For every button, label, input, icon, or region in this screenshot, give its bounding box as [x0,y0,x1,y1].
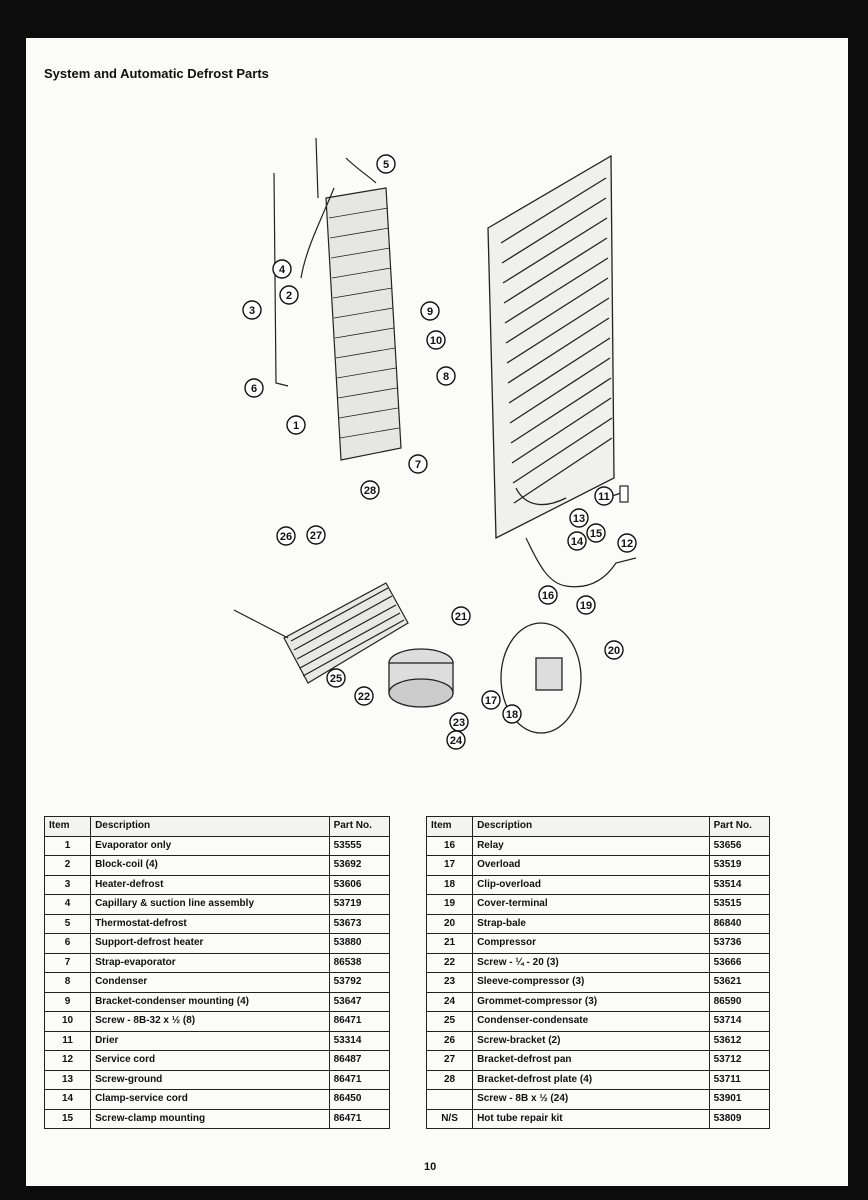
scan-border-left [0,0,26,1200]
item-cell: 28 [427,1070,473,1090]
table-row [427,1031,770,1051]
callout-26-label: 26 [279,531,293,543]
callout-22-label: 22 [357,691,371,703]
item-cell: N/S [427,1109,473,1129]
callout-10-label: 10 [429,335,443,347]
table-row [45,895,390,915]
callout-19-label: 19 [579,600,593,612]
callout-5-label: 5 [382,159,390,171]
header-part-no: Part No. [329,817,389,837]
part-no-cell: 53519 [709,856,769,876]
header-description: Description [473,817,710,837]
part-no-cell: 86487 [329,1051,389,1071]
description-cell: Compressor [473,934,710,954]
item-cell: 2 [45,856,91,876]
page-title: System and Automatic Defrost Parts [44,66,269,81]
callout-20-label: 20 [607,645,621,657]
description-cell: Capillary & suction line assembly [91,895,330,915]
table-row [45,1090,390,1110]
item-cell: 3 [45,875,91,895]
parts-table-right [426,816,770,1129]
item-cell: 17 [427,856,473,876]
part-no-cell: 53792 [329,973,389,993]
table-row [45,1031,390,1051]
exploded-parts-diagram [26,38,848,778]
item-cell: 6 [45,934,91,954]
table-row [427,953,770,973]
description-cell: Screw-ground [91,1070,330,1090]
description-cell: Bracket-condenser mounting (4) [91,992,330,1012]
condenser-coil [488,156,614,538]
part-no-cell: 86450 [329,1090,389,1110]
callout-15-label: 15 [589,528,603,540]
description-cell: Screw-bracket (2) [473,1031,710,1051]
part-no-cell: 53714 [709,1012,769,1032]
part-no-cell: 53711 [709,1070,769,1090]
description-cell: Sleeve-compressor (3) [473,973,710,993]
table-row [45,875,390,895]
header-description: Description [91,817,330,837]
description-cell: Screw-clamp mounting [91,1109,330,1129]
part-no-cell: 53666 [709,953,769,973]
table-row [427,1012,770,1032]
part-no-cell: 86590 [709,992,769,1012]
item-cell: 22 [427,953,473,973]
table-row [427,934,770,954]
parts-table-left-body [45,836,390,1129]
description-cell: Support-defrost heater [91,934,330,954]
table-row [45,934,390,954]
item-cell: 13 [45,1070,91,1090]
part-no-cell: 53612 [709,1031,769,1051]
item-cell: 27 [427,1051,473,1071]
part-no-cell: 53555 [329,836,389,856]
item-cell: 24 [427,992,473,1012]
callout-28-label: 28 [363,485,377,497]
part-no-cell: 53736 [709,934,769,954]
table-row [427,1109,770,1129]
table-row [45,1070,390,1090]
description-cell: Bracket-defrost plate (4) [473,1070,710,1090]
item-cell: 14 [45,1090,91,1110]
parts-table-left [44,816,390,1129]
callout-13-label: 13 [572,513,586,525]
part-no-cell: 53901 [709,1090,769,1110]
callout-11-label: 11 [598,491,610,503]
description-cell: Hot tube repair kit [473,1109,710,1129]
table-row [427,836,770,856]
part-no-cell: 53606 [329,875,389,895]
callout-24-label: 24 [449,735,463,747]
table-row [427,895,770,915]
table-row [45,1051,390,1071]
callout-9-label: 9 [426,306,434,318]
part-no-cell: 86840 [709,914,769,934]
part-no-cell: 53880 [329,934,389,954]
item-cell: 18 [427,875,473,895]
table-row [427,875,770,895]
item-cell: 7 [45,953,91,973]
description-cell: Relay [473,836,710,856]
callout-16-label: 16 [541,590,555,602]
document-page [26,38,848,1186]
scan-border-bottom [0,1186,868,1200]
description-cell: Condenser-condensate [473,1012,710,1032]
description-cell: Overload [473,856,710,876]
compressor [389,649,453,707]
callout-7-label: 7 [414,459,422,471]
part-no-cell: 86471 [329,1070,389,1090]
description-cell: Strap-bale [473,914,710,934]
callout-27-label: 27 [309,530,323,542]
scan-border-right [848,0,868,1200]
callout-23-label: 23 [452,717,466,729]
description-cell: Evaporator only [91,836,330,856]
part-no-cell: 53656 [709,836,769,856]
callout-21-label: 21 [454,611,468,623]
table-row [427,1051,770,1071]
table-row [45,992,390,1012]
callout-6-label: 6 [250,383,258,395]
callout-2-label: 2 [285,290,293,302]
description-cell: Screw - ¼ - 20 (3) [473,953,710,973]
callout-17-label: 17 [484,695,498,707]
item-cell: 19 [427,895,473,915]
header-item: Item [427,817,473,837]
callout-25-label: 25 [329,673,343,685]
part-no-cell: 86471 [329,1109,389,1129]
table-row [45,836,390,856]
item-cell: 21 [427,934,473,954]
part-no-cell: 86471 [329,1012,389,1032]
part-no-cell: 53712 [709,1051,769,1071]
item-cell: 12 [45,1051,91,1071]
description-cell: Bracket-defrost pan [473,1051,710,1071]
part-no-cell: 53692 [329,856,389,876]
description-cell: Screw - 8B-32 x ½ (8) [91,1012,330,1032]
part-no-cell: 53673 [329,914,389,934]
table-row [427,1070,770,1090]
table-row [45,856,390,876]
item-cell: 20 [427,914,473,934]
part-no-cell: 53515 [709,895,769,915]
table-row [427,856,770,876]
item-cell: 5 [45,914,91,934]
description-cell: Cover-terminal [473,895,710,915]
callout-3-label: 3 [248,305,256,317]
header-item: Item [45,817,91,837]
item-cell: 9 [45,992,91,1012]
item-cell: 4 [45,895,91,915]
description-cell: Screw - 8B x ½ (24) [473,1090,710,1110]
description-cell: Strap-evaporator [91,953,330,973]
table-row [45,973,390,993]
item-cell: 11 [45,1031,91,1051]
item-cell: 15 [45,1109,91,1129]
table-row [427,1090,770,1110]
callout-18-label: 18 [505,709,519,721]
item-cell: 1 [45,836,91,856]
part-no-cell: 53647 [329,992,389,1012]
table-row [427,992,770,1012]
table-row [427,914,770,934]
scan-border-top [0,0,868,38]
table-header-row [45,817,390,837]
part-no-cell: 86538 [329,953,389,973]
description-cell: Drier [91,1031,330,1051]
callout-4-label: 4 [278,264,286,276]
callout-12-label: 12 [620,538,634,550]
page-number: 10 [424,1161,437,1173]
parts-table-right-body [427,836,770,1129]
table-row [45,953,390,973]
part-no-cell: 53809 [709,1109,769,1129]
item-cell: 25 [427,1012,473,1032]
description-cell: Heater-defrost [91,875,330,895]
item-cell: 10 [45,1012,91,1032]
defrost-plate [234,583,408,683]
table-row [45,1109,390,1129]
item-cell: 23 [427,973,473,993]
description-cell: Grommet-compressor (3) [473,992,710,1012]
part-no-cell: 53621 [709,973,769,993]
part-no-cell: 53314 [329,1031,389,1051]
description-cell: Service cord [91,1051,330,1071]
callout-8-label: 8 [442,371,450,383]
table-row [45,914,390,934]
table-header-row [427,817,770,837]
description-cell: Clamp-service cord [91,1090,330,1110]
item-cell: 16 [427,836,473,856]
header-part-no: Part No. [709,817,769,837]
description-cell: Block-coil (4) [91,856,330,876]
callout-1-label: 1 [292,420,300,432]
callout-14-label: 14 [570,536,584,548]
description-cell: Clip-overload [473,875,710,895]
item-cell [427,1090,473,1110]
table-row [427,973,770,993]
part-no-cell: 53514 [709,875,769,895]
part-no-cell: 53719 [329,895,389,915]
description-cell: Condenser [91,973,330,993]
description-cell: Thermostat-defrost [91,914,330,934]
table-row [45,1012,390,1032]
item-cell: 26 [427,1031,473,1051]
item-cell: 8 [45,973,91,993]
